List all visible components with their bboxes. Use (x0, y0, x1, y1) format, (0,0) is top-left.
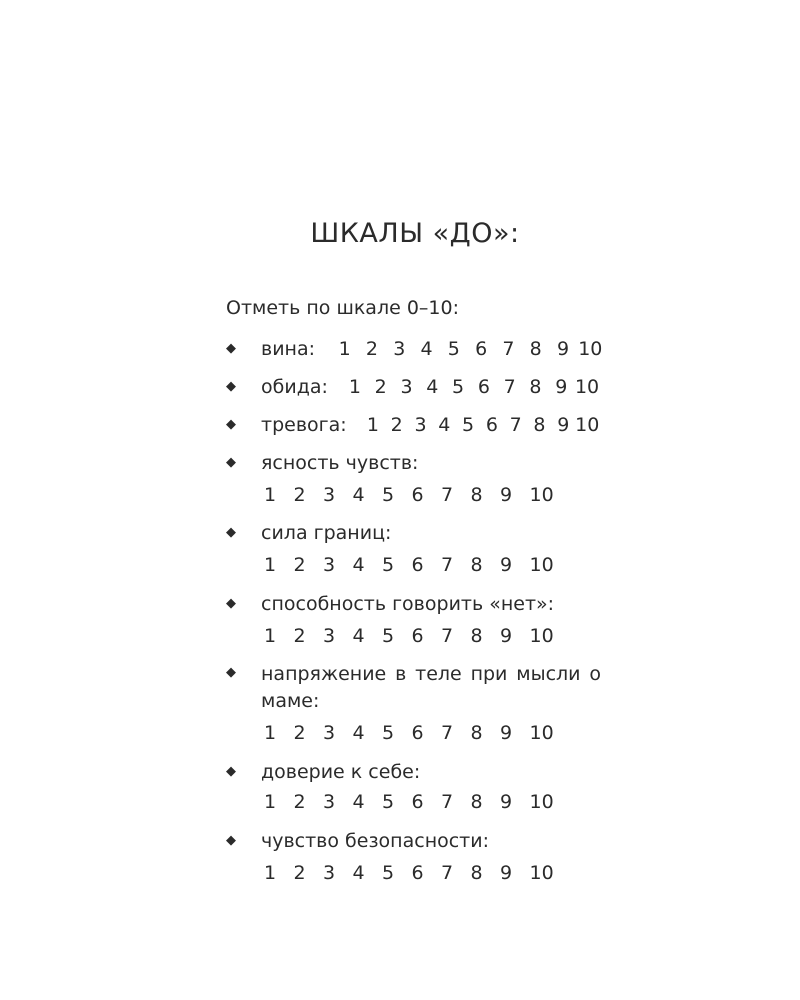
scale-number[interactable]: 9 (500, 625, 513, 647)
scale-number[interactable]: 5 (447, 338, 460, 360)
diamond-bullet-icon: ◆ (226, 455, 236, 470)
scale-label: сила границ: (261, 522, 392, 544)
scale-number[interactable]: 4 (352, 791, 365, 813)
diamond-bullet-icon: ◆ (226, 525, 236, 540)
scale-number[interactable]: 3 (323, 862, 336, 884)
scale-number[interactable]: 3 (393, 338, 406, 360)
diamond-bullet-icon: ◆ (226, 341, 236, 356)
scale-number[interactable]: 4 (426, 376, 439, 398)
scale-number[interactable]: 8 (470, 554, 483, 576)
scale-numbers (342, 375, 600, 399)
scale-number[interactable]: 6 (411, 484, 424, 506)
scale-number[interactable]: 2 (293, 862, 306, 884)
scale-label: тревога: (261, 414, 347, 436)
scale-number[interactable]: 1 (348, 376, 361, 398)
diamond-bullet-icon: ◆ (226, 596, 236, 611)
scale-label: способность говорить «нет»: (261, 593, 555, 615)
scale-number[interactable]: 5 (382, 625, 395, 647)
scale-number[interactable]: 3 (414, 414, 427, 436)
scale-number[interactable]: 4 (352, 484, 365, 506)
scale-numbers (361, 413, 599, 437)
scale-number[interactable]: 10 (529, 722, 554, 744)
scale-number[interactable]: 9 (556, 338, 570, 360)
scale-number[interactable]: 5 (452, 376, 465, 398)
scale-number[interactable]: 5 (382, 722, 395, 744)
scale-numbers (264, 553, 559, 577)
scale-number[interactable]: 7 (441, 625, 454, 647)
scale-number[interactable]: 3 (323, 554, 336, 576)
scale-number[interactable]: 3 (323, 722, 336, 744)
scale-number[interactable]: 7 (441, 554, 454, 576)
scale-number[interactable]: 1 (264, 791, 277, 813)
scale-number[interactable]: 1 (264, 862, 277, 884)
scale-number[interactable]: 1 (338, 338, 351, 360)
scale-number[interactable]: 7 (441, 791, 454, 813)
scale-number[interactable]: 8 (529, 338, 542, 360)
scale-number[interactable]: 7 (441, 484, 454, 506)
scale-number[interactable]: 10 (575, 414, 600, 436)
scale-number[interactable]: 4 (352, 554, 365, 576)
scale-number[interactable]: 3 (323, 791, 336, 813)
scale-number[interactable]: 4 (352, 862, 365, 884)
scale-number[interactable]: 9 (557, 414, 570, 436)
scale-number[interactable]: 4 (352, 625, 365, 647)
scale-numbers (264, 624, 559, 648)
scale-number[interactable]: 8 (529, 376, 542, 398)
scale-number[interactable]: 6 (411, 554, 424, 576)
scale-label: напряжение в теле при мысли о маме: (261, 663, 601, 712)
scale-number[interactable]: 1 (366, 414, 379, 436)
scale-label: ясность чувств: (261, 452, 419, 474)
scale-number[interactable]: 9 (500, 554, 513, 576)
scale-number[interactable]: 9 (555, 376, 568, 398)
diamond-bullet-icon: ◆ (226, 764, 236, 779)
scale-number[interactable]: 6 (477, 376, 490, 398)
scale-number[interactable]: 3 (323, 625, 336, 647)
diamond-bullet-icon: ◆ (226, 665, 236, 680)
scale-number[interactable]: 10 (578, 338, 603, 360)
scale-number[interactable]: 1 (264, 484, 277, 506)
scale-number[interactable]: 10 (529, 791, 554, 813)
scale-number[interactable]: 8 (470, 862, 483, 884)
scale-numbers (264, 861, 559, 885)
scale-label: вина: (261, 338, 316, 360)
diamond-bullet-icon: ◆ (226, 379, 236, 394)
scale-numbers (264, 483, 559, 507)
scale-number[interactable]: 6 (411, 625, 424, 647)
scale-numbers (331, 337, 604, 361)
scale-number[interactable]: 6 (485, 414, 498, 436)
scale-number[interactable]: 8 (470, 484, 483, 506)
scale-number[interactable]: 5 (382, 791, 395, 813)
diamond-bullet-icon: ◆ (226, 833, 236, 848)
scale-number[interactable]: 10 (529, 554, 554, 576)
scale-number[interactable]: 9 (500, 862, 513, 884)
scale-label: обида: (261, 376, 328, 398)
scale-label: чувство безопасности: (261, 830, 489, 852)
scale-number[interactable]: 5 (382, 554, 395, 576)
scale-number[interactable]: 1 (264, 625, 277, 647)
scale-number[interactable]: 5 (462, 414, 475, 436)
scale-number[interactable]: 4 (438, 414, 451, 436)
scale-number[interactable]: 6 (411, 722, 424, 744)
scale-number[interactable]: 7 (509, 414, 522, 436)
scale-label: доверие к себе: (261, 761, 421, 783)
scale-number[interactable]: 6 (475, 338, 488, 360)
scale-number[interactable]: 4 (420, 338, 433, 360)
scale-numbers (264, 790, 559, 814)
scale-number[interactable]: 4 (352, 722, 365, 744)
scale-number[interactable]: 10 (529, 484, 554, 506)
page-title: ШКАЛЫ «ДО»: (310, 218, 520, 249)
scale-number[interactable]: 2 (390, 414, 403, 436)
scale-number[interactable]: 2 (293, 722, 306, 744)
scale-number[interactable]: 2 (293, 791, 306, 813)
scale-number[interactable]: 6 (411, 791, 424, 813)
scale-number[interactable]: 2 (374, 376, 387, 398)
scale-number[interactable]: 2 (293, 625, 306, 647)
scale-number[interactable]: 8 (470, 791, 483, 813)
scale-number[interactable]: 8 (470, 625, 483, 647)
scale-number[interactable]: 9 (500, 791, 513, 813)
scale-number[interactable]: 10 (529, 625, 554, 647)
scale-number[interactable]: 7 (441, 722, 454, 744)
scale-number[interactable]: 6 (411, 862, 424, 884)
scale-number[interactable]: 2 (365, 338, 378, 360)
scale-number[interactable]: 8 (533, 414, 546, 436)
scale-number[interactable]: 3 (400, 376, 413, 398)
scale-number[interactable]: 9 (500, 722, 513, 744)
scale-number[interactable]: 7 (502, 338, 515, 360)
scale-number[interactable]: 5 (382, 484, 395, 506)
scale-number[interactable]: 8 (470, 722, 483, 744)
scale-number[interactable]: 2 (293, 484, 306, 506)
scale-number[interactable]: 10 (529, 862, 554, 884)
scale-number[interactable]: 7 (441, 862, 454, 884)
scale-number[interactable]: 9 (500, 484, 513, 506)
scale-number[interactable]: 2 (293, 554, 306, 576)
scale-number[interactable]: 5 (382, 862, 395, 884)
scale-number[interactable]: 7 (503, 376, 516, 398)
diamond-bullet-icon: ◆ (226, 417, 236, 432)
scale-number[interactable]: 3 (323, 484, 336, 506)
intro-text: Отметь по шкале 0–10: (226, 297, 459, 319)
scale-number[interactable]: 10 (574, 376, 600, 398)
scale-number[interactable]: 1 (264, 554, 277, 576)
scale-numbers (264, 721, 559, 745)
scale-number[interactable]: 1 (264, 722, 277, 744)
